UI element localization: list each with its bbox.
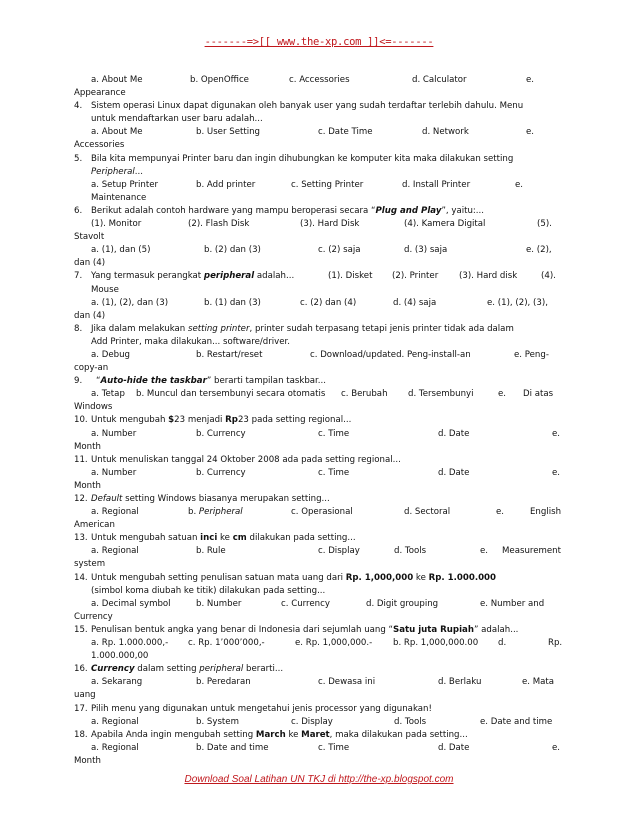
- q10-option-a: a. Number: [91, 428, 137, 439]
- q18-text-line1: Apabila Anda ingin mengubah setting March ke Maret, maka dilakukan pada setting...: [91, 729, 468, 740]
- q3-option-d: d. Calculator: [412, 75, 467, 85]
- q5-option-c: c. Setting Printer: [291, 179, 364, 190]
- q14-option-d: d. Digit grouping: [366, 598, 439, 609]
- q17-text-line1: Pilih menu yang digunakan untuk mengetahui jenis processor yang digunakan!: [91, 703, 432, 714]
- q15-option-d-cont: 1.000.000,00: [91, 651, 149, 662]
- q16-number: 16.: [74, 664, 88, 675]
- q4-question: [74, 100, 564, 113]
- q7-item-2: (2). Printer: [392, 271, 439, 282]
- q14-number: 14.: [74, 572, 88, 583]
- q12-option-a: a. Regional: [91, 507, 139, 518]
- q11-options: [74, 467, 564, 480]
- q18-question: [74, 729, 564, 742]
- q15-option-d: d.: [498, 638, 507, 649]
- q4-number: 4.: [74, 101, 83, 112]
- question-list: [74, 74, 564, 768]
- q15-option-b: b. Rp. 1,000,000.00: [393, 638, 479, 649]
- q18-option-c: c. Time: [318, 742, 350, 753]
- q13-option-e: e.: [480, 546, 489, 557]
- q18-option-a: a. Regional: [91, 742, 139, 753]
- q16-option-c: c. Dewasa ini: [318, 677, 376, 688]
- q5-option-b: b. Add printer: [196, 179, 256, 190]
- q9-option-c: c. Berubah: [341, 389, 388, 400]
- q11-number: 11.: [74, 454, 88, 465]
- q12-text-line1: Default setting Windows biasanya merupakan setting...: [91, 494, 330, 504]
- q5-number: 5.: [74, 153, 83, 164]
- q11-option-e-cont: Month: [74, 480, 101, 491]
- q4-option-c: c. Date Time: [318, 127, 373, 138]
- q15-option-d-tail: Rp.: [548, 638, 563, 649]
- q14-text-line1: Untuk mengubah setting penulisan satuan mata uang dari Rp. 1,000,000 ke Rp. 1.000.000: [91, 572, 497, 583]
- q12-number: 12.: [74, 494, 88, 504]
- q11-option-e: e.: [552, 467, 561, 478]
- q7-item-1: (1). Disket: [328, 271, 373, 282]
- q4-option-e-cont: Accessories: [74, 140, 125, 151]
- q15-option-a: a. Rp. 1.000.000,-: [91, 638, 169, 649]
- q14-option-a: a. Decimal symbol: [91, 598, 171, 609]
- q6-item-2: (2). Flash Disk: [188, 219, 250, 230]
- q7-item-4-cont: Mouse: [91, 284, 119, 295]
- q16-option-e-cont: uang: [74, 690, 96, 701]
- q9-options: [74, 388, 564, 401]
- q6-option-b: b. (2) dan (3): [204, 245, 261, 256]
- q10-option-c: c. Time: [318, 428, 350, 439]
- q9-option-b: b. Muncul dan tersembunyi secara otomatis: [136, 389, 326, 400]
- q12-option-b: b. Peripheral: [188, 507, 243, 518]
- q8-option-e-cont: copy-an: [74, 363, 109, 374]
- q16-option-e: e. Mata: [522, 677, 555, 688]
- q3-options: [74, 74, 564, 87]
- q8-option-c: c. Download/updated. Peng-install-an: [310, 349, 471, 360]
- q6-option-e-cont: dan (4): [74, 258, 106, 269]
- q6-item-5: (5).: [537, 219, 552, 230]
- q11-option-c: c. Time: [318, 467, 350, 478]
- q6-item-4: (4). Kamera Digital: [404, 219, 486, 230]
- q9-option-e: e.: [498, 389, 507, 400]
- q10-option-b: b. Currency: [196, 428, 246, 439]
- q6-text-line1: Berikut adalah contoh hardware yang mampu beroperasi secara “Plug and Play”, yaitu:...: [91, 205, 484, 216]
- q11-text-line1: Untuk menuliskan tanggal 24 Oktober 2008 ada pada setting regional...: [91, 454, 401, 465]
- q8-number: 8.: [74, 323, 83, 334]
- q13-question: [74, 532, 564, 545]
- q14-question: [74, 572, 564, 585]
- page-header-link[interactable]: [0, 36, 638, 48]
- q16-question: [74, 663, 564, 676]
- q4-options: [74, 126, 564, 139]
- q13-option-d: d. Tools: [394, 546, 427, 557]
- q4-text-line1: Sistem operasi Linux dapat digunakan oleh banyak user yang sudah terdaftar terlebih dahulu. Menu: [91, 101, 524, 112]
- q6-question: [74, 205, 564, 218]
- q13-option-e-cont: system: [74, 559, 106, 570]
- q13-option-c: c. Display: [318, 546, 360, 557]
- q6-option-e: e. (2),: [526, 245, 552, 256]
- q7-options: [74, 297, 564, 310]
- q12-option-c: c. Operasional: [291, 507, 353, 518]
- q10-option-e: e.: [552, 428, 561, 439]
- q12-options: [74, 506, 564, 519]
- q10-option-d: d. Date: [438, 428, 470, 439]
- q12-option-d: d. Sectoral: [404, 507, 451, 518]
- q7-option-e-cont: dan (4): [74, 310, 106, 321]
- q4-option-d: d. Network: [422, 127, 469, 138]
- q15-option-e: e. Rp. 1,000,000.-: [295, 638, 373, 649]
- q18-options: [74, 742, 564, 755]
- q3-option-a: a. About Me: [91, 75, 143, 85]
- q15-options: [74, 637, 564, 650]
- q13-text-line1: Untuk mengubah satuan inci ke cm dilakukan pada setting...: [91, 533, 356, 544]
- q9-option-e-cont: Windows: [74, 402, 113, 413]
- q18-option-d: d. Date: [438, 742, 470, 753]
- q14-options: [74, 598, 564, 611]
- q4-option-b: b. User Setting: [196, 127, 261, 138]
- q5-option-d: d. Install Printer: [402, 179, 471, 190]
- q7-option-e: e. (1), (2), (3),: [487, 297, 548, 308]
- q17-question: [74, 703, 564, 716]
- q14-option-b: b. Number: [196, 598, 242, 609]
- q18-option-e-cont: Month: [74, 755, 101, 766]
- q17-option-a: a. Regional: [91, 716, 139, 727]
- q3-option-e: e.: [526, 75, 535, 85]
- q7-item-3: (3). Hard disk: [459, 271, 518, 282]
- page-footer-link[interactable]: [0, 774, 638, 785]
- q11-option-a: a. Number: [91, 467, 137, 478]
- q16-option-a: a. Sekarang: [91, 677, 143, 688]
- q8-text-line2: Add Printer, maka dilakukan... software/driver.: [91, 336, 291, 347]
- q8-option-b: b. Restart/reset: [196, 349, 263, 360]
- header-text[interactable]: -------=>[[ www.the-xp.com ]]<=-------: [204, 36, 434, 48]
- q17-option-e: e. Date and time: [480, 716, 553, 727]
- q6-options: [74, 244, 564, 257]
- q6-number: 6.: [74, 205, 83, 216]
- q7-item-4: (4).: [541, 271, 556, 282]
- q13-number: 13.: [74, 533, 88, 544]
- q4-option-e: e.: [526, 127, 535, 138]
- q6-option-a: a. (1), dan (5): [91, 245, 151, 256]
- q16-option-b: b. Peredaran: [196, 677, 251, 688]
- q8-text-line1: Jika dalam melakukan setting printer, printer sudah terpasang tetapi jenis printer tidak ada dalam: [91, 323, 514, 334]
- q14-text-line2: (simbol koma diubah ke titik) dilakukan pada setting...: [91, 585, 326, 596]
- q13-options: [74, 545, 564, 558]
- q5-option-a: a. Setup Printer: [91, 179, 159, 190]
- q7-number: 7.: [74, 271, 83, 282]
- q7-option-c: c. (2) dan (4): [300, 297, 357, 308]
- q5-option-e-cont: Maintenance: [91, 192, 147, 203]
- q13-option-a: a. Regional: [91, 546, 139, 557]
- q6-item-1: (1). Monitor: [91, 219, 142, 230]
- q14-option-e: e. Number and: [480, 598, 545, 609]
- q12-option-e-cont: American: [74, 520, 115, 531]
- q18-number: 18.: [74, 729, 88, 740]
- q14-option-c: c. Currency: [281, 598, 330, 609]
- q5-text-line1: Bila kita mempunyai Printer baru dan ingin dihubungkan ke komputer kita maka dilakukan setting: [91, 153, 514, 164]
- q16-text-line1: Currency dalam setting peripheral berarti...: [91, 664, 284, 675]
- q12-option-e: e.: [496, 507, 505, 518]
- q5-option-e: e.: [515, 179, 524, 190]
- q4-text-line2: untuk mendaftarkan user baru adalah...: [91, 114, 263, 125]
- q8-option-a: a. Debug: [91, 349, 130, 360]
- q3-option-b: b. OpenOffice: [190, 75, 249, 85]
- q9-option-e-tail: Di atas: [523, 389, 554, 400]
- q7-option-a: a. (1), (2), dan (3): [91, 297, 169, 308]
- q6-item-5-cont: Stavolt: [74, 232, 105, 243]
- q18-option-b: b. Date and time: [196, 742, 269, 753]
- q8-question: [74, 323, 564, 336]
- q15-text-line1: Penulisan bentuk angka yang benar di Indonesia dari sejumlah uang “Satu juta Rupiah” adalah...: [91, 624, 519, 635]
- q13-option-b: b. Rule: [196, 546, 226, 557]
- q15-number: 15.: [74, 624, 88, 635]
- q3-option-e-cont: Appearance: [74, 88, 126, 99]
- q7-option-b: b. (1) dan (3): [204, 297, 261, 308]
- q8-option-e: e. Peng-: [514, 349, 549, 360]
- q9-text-line1: “Auto-hide the taskbar” berarti tampilan taskbar...: [96, 376, 326, 387]
- q15-option-c: c. Rp. 1’000’000,-: [188, 638, 265, 649]
- q11-question: [74, 454, 564, 467]
- q9-number: 9.: [74, 376, 83, 387]
- q17-number: 17.: [74, 703, 88, 714]
- q8-options: [74, 349, 564, 362]
- q11-option-b: b. Currency: [196, 467, 246, 478]
- q9-question: [74, 375, 564, 388]
- q12-question: [74, 493, 564, 506]
- q10-text-line1: Untuk mengubah $23 menjadi Rp23 pada setting regional...: [91, 415, 352, 426]
- q15-question: [74, 624, 564, 637]
- q10-option-e-cont: Month: [74, 441, 101, 452]
- q14-option-e-cont: Currency: [74, 611, 113, 622]
- footer-text[interactable]: Download Soal Latihan UN TKJ di http://the-xp.blogspot.com: [184, 774, 454, 785]
- q16-options: [74, 676, 564, 689]
- q11-option-d: d. Date: [438, 467, 470, 478]
- q18-option-e: e.: [552, 742, 561, 753]
- q4-option-a: a. About Me: [91, 127, 143, 138]
- q17-option-b: b. System: [196, 716, 239, 727]
- q7-question: [74, 270, 564, 283]
- q5-question: [74, 153, 564, 166]
- q5-options: [74, 179, 564, 192]
- q10-options: [74, 428, 564, 441]
- q6-option-d: d. (3) saja: [404, 245, 448, 256]
- q7-option-d: d. (4) saja: [393, 297, 437, 308]
- q17-option-c: c. Display: [291, 716, 333, 727]
- q13-option-e-tail: Measurement: [502, 546, 561, 557]
- q6-option-c: c. (2) saja: [318, 245, 361, 256]
- q7-text-line1: Yang termasuk perangkat peripheral adalah...: [91, 271, 295, 282]
- q9-option-a: a. Tetap: [91, 389, 125, 400]
- q5-text-line2: Peripheral...: [91, 166, 143, 177]
- q6-items: [74, 218, 564, 231]
- q10-number: 10.: [74, 415, 88, 426]
- q10-question: [74, 414, 564, 427]
- q6-item-3: (3). Hard Disk: [300, 219, 360, 230]
- q17-options: [74, 716, 564, 729]
- q3-option-c: c. Accessories: [289, 75, 350, 85]
- q16-option-d: d. Berlaku: [438, 677, 482, 688]
- q9-option-d: d. Tersembunyi: [408, 389, 474, 400]
- q12-option-e-tail: English: [530, 507, 562, 518]
- q17-option-d: d. Tools: [394, 716, 427, 727]
